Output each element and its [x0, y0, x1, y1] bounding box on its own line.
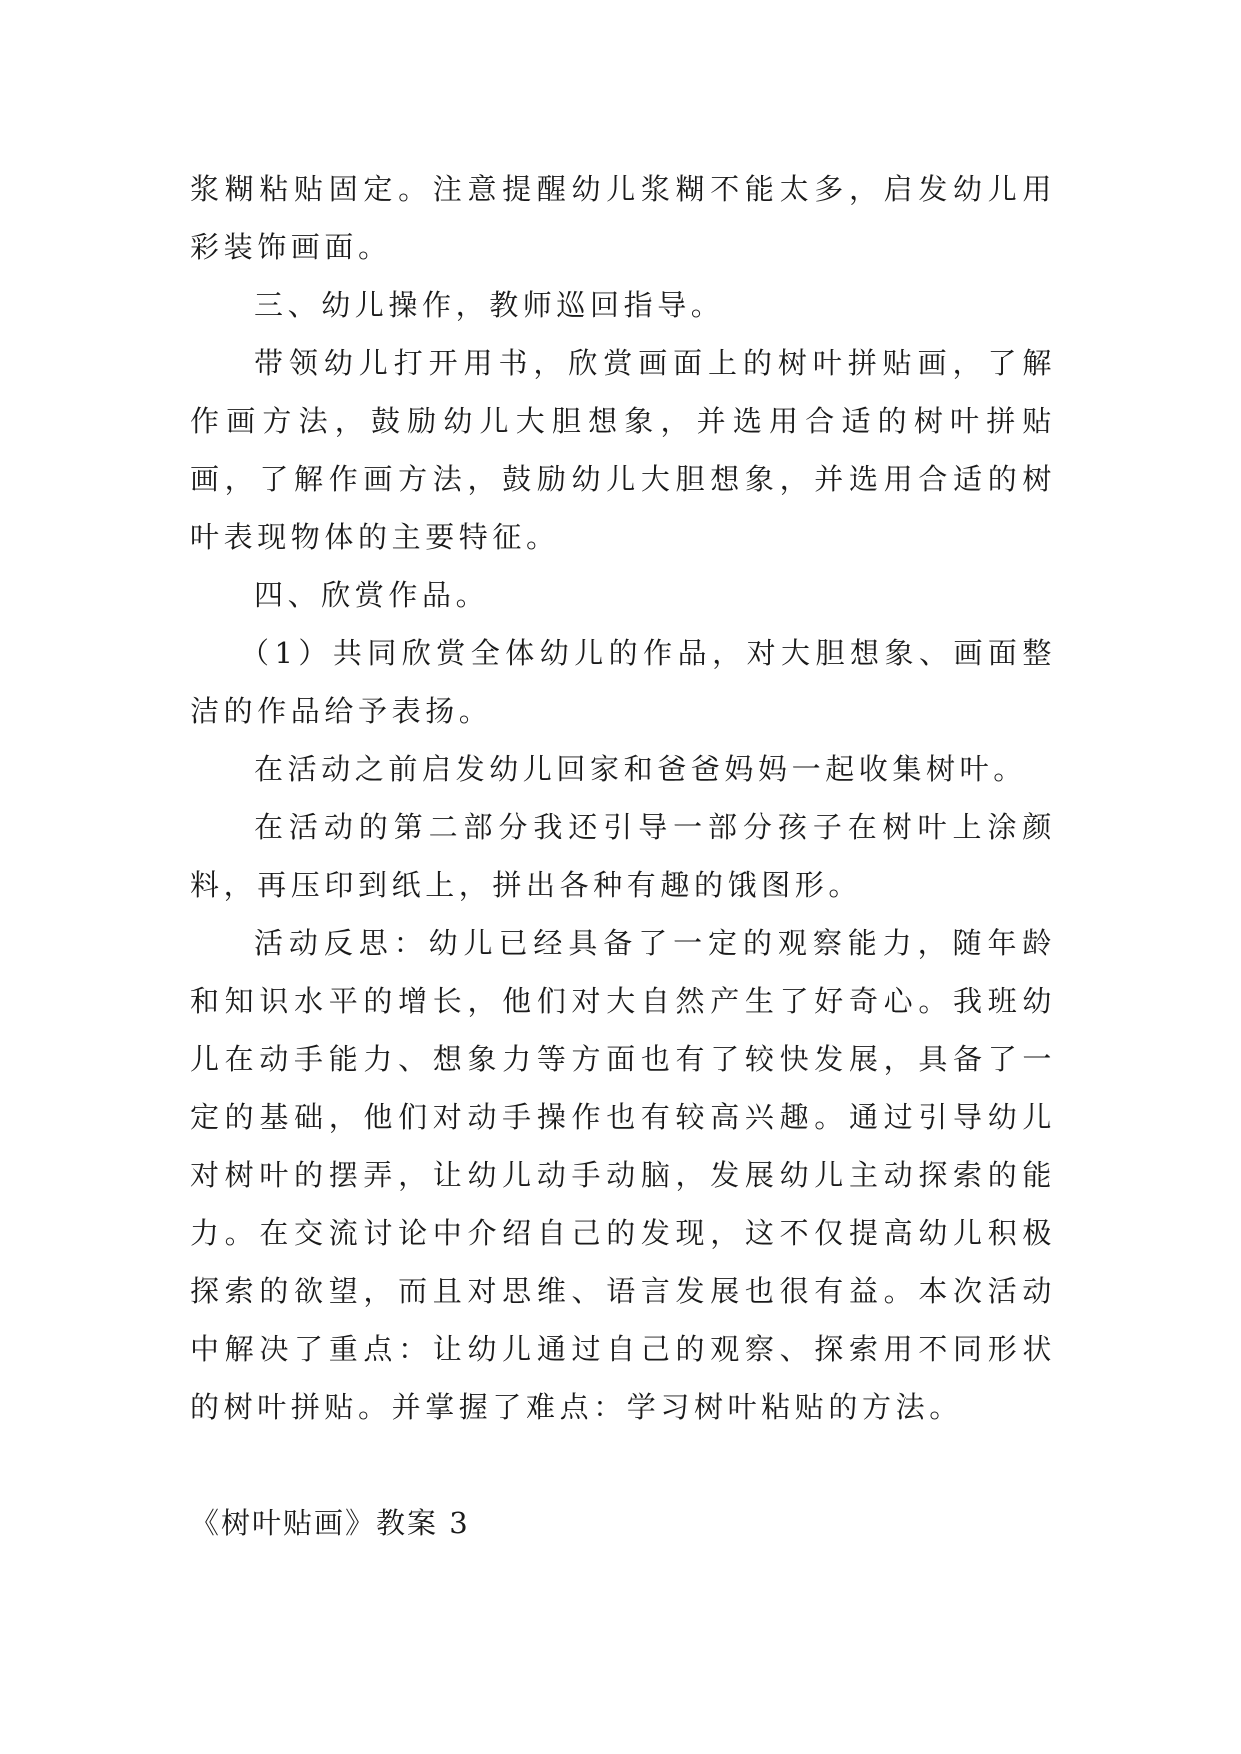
section-heading: 《树叶贴画》教案 3 [190, 1506, 470, 1540]
paragraph-print-leaves: 在活动的第二部分我还引导一部分孩子在树叶上涂颜料，再压印到纸上，拼出各种有趣的饿图形。 [190, 810, 1056, 902]
paragraph-reflection: 活动反思：幼儿已经具备了一定的观察能力，随年龄和知识水平的增长，他们对大自然产生了好奇心。我班幼儿在动手能力、想象力等方面也有了较快发展，具备了一定的基础，他们对动手操作也有较高兴趣。通过引导幼儿对树叶的摆弄，让幼儿动手动脑，发展幼儿主动探索的能力。在交流讨论中介绍自己的发现，这不仅提高幼儿积极探索的欲望，而且对思维、语言发展也很有益。本次活动中解决了重点：让幼儿通过自己的观察、探索用不同形状的树叶拼贴。并掌握了难点：学习树叶粘贴的方法。 [190, 926, 1056, 1424]
paragraph-open-book: 带领幼儿打开用书，欣赏画面上的树叶拼贴画，了解作画方法，鼓励幼儿大胆想象，并选用合适的树叶拼贴画，了解作画方法，鼓励幼儿大胆想象，并选用合适的树叶表现物体的主要特征。 [190, 346, 1056, 554]
paragraph-continued: 浆糊粘贴固定。注意提醒幼儿浆糊不能太多，启发幼儿用彩装饰画面。 [190, 172, 1056, 264]
document-body [190, 160, 1056, 1436]
paragraph-appreciate-works: （1）共同欣赏全体幼儿的作品，对大胆想象、画面整洁的作品给予表扬。 [190, 636, 1056, 728]
paragraph-step-three: 三、幼儿操作，教师巡回指导。 [254, 288, 725, 322]
paragraph-step-four: 四、欣赏作品。 [254, 578, 490, 612]
paragraph-collect-leaves: 在活动之前启发幼儿回家和爸爸妈妈一起收集树叶。 [254, 752, 1027, 786]
